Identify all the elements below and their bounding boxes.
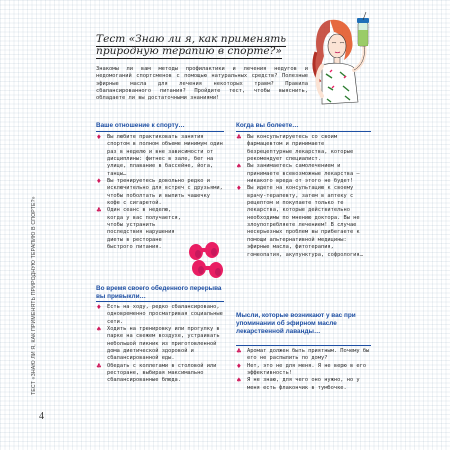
answer-list-illness bbox=[236, 134, 371, 259]
test-title bbox=[96, 33, 306, 57]
answer-option bbox=[236, 163, 371, 185]
answer-text: Один сеанс в неделю, когда у вас получается, чтобы устранить последствия нарушения диеты в ресторане быстрого питания. bbox=[107, 207, 181, 251]
answer-text: Вы консультируетесь со своим фармацевтом и принимаете безрецептурные лекарства, которые рекомендует специалист. bbox=[247, 134, 354, 163]
spade-icon: ♠ bbox=[236, 162, 242, 171]
answer-option bbox=[96, 304, 224, 326]
page-number: 4 bbox=[39, 411, 44, 422]
answer-list-lunch bbox=[96, 304, 224, 385]
answer-option bbox=[236, 134, 371, 163]
answer-option bbox=[96, 207, 189, 251]
answer-text: Аромат должен быть приятным. Почему бы его не распылить по дому? bbox=[247, 348, 370, 362]
section-title-lavender: Мысли, которые возникают у вас при упоминании об эфирном масле лекарственной лаванды… bbox=[236, 312, 356, 335]
club-icon: ♣ bbox=[96, 206, 102, 215]
spade-icon: ♠ bbox=[236, 376, 242, 385]
section-title-sport: Ваше отношение к спорту… bbox=[96, 122, 185, 129]
intro-paragraph: Знакомы ли вам методы профилактики и лечения недугов и недомоганий спортсменов с помощью натуральных средств? Полезные эфирные масла для лечения некоторых травм? Правила сбалансированного питания? Пройдите тест, чтобы выяснить, обладаете ли вы достаточными знаниями! bbox=[96, 66, 308, 102]
club-icon: ♣ bbox=[236, 133, 242, 141]
answer-text: Обедать с коллегами в столовой или ресторане, выбирая максимально сбалансированные блюда. bbox=[107, 362, 217, 384]
answer-option bbox=[236, 185, 371, 258]
woman-with-smoothie-illustration bbox=[300, 12, 380, 124]
answer-text: Вы любите практиковать занятия спортом в полном объеме минимум один раз в неделю и вне зависимости от дисциплины: фитнес в зале, бег на улице, плавание в бассейне, йога, танцы… bbox=[107, 134, 223, 177]
answer-text: Есть на ходу, редко сбалансировано, одновременно просматривая социальные сети. bbox=[107, 304, 223, 325]
diamond-icon: ♦ bbox=[236, 184, 242, 193]
club-icon: ♣ bbox=[236, 347, 242, 355]
answer-option bbox=[236, 363, 371, 378]
test-title-text: Тест «Знаю ли я, как применять природную терапию в спорте?» bbox=[96, 33, 287, 57]
answer-option bbox=[96, 134, 225, 178]
section-divider-lunch bbox=[96, 301, 224, 302]
answer-text: Вы занимаетесь самолечением и принимаете всевозможные лекарства – никакого вреда от этого не будет! bbox=[247, 163, 360, 185]
answer-option bbox=[236, 377, 371, 392]
section-divider-lavender bbox=[236, 345, 371, 346]
answer-text: Ходить на тренировку или прогулку в парке на свежем воздухе, устраивать небольшой пикник из приготовленной дома диетической здоровой и сбалансированной еды. bbox=[107, 326, 220, 362]
spade-icon: ♠ bbox=[96, 325, 102, 334]
answer-option bbox=[236, 348, 371, 363]
club-icon: ♣ bbox=[96, 361, 102, 370]
answer-text: Я не знаю, для чего оно нужно, но у меня есть флакончик в тумбочке. bbox=[247, 377, 360, 391]
dumbbells-illustration bbox=[186, 242, 226, 280]
section-title-illness: Когда вы болеете… bbox=[236, 122, 299, 129]
answer-option bbox=[96, 363, 224, 385]
answer-text: Вы идете на консультацию к своему врачу-терапевту, затем в аптеку с рецептом и покупаете только те лекарства, которые действительно необходимы по мнению доктора. Вы не злоупотребляете лечением! В случае несерьезных проблем вы прибегаете к помощи альтернативной медицины: эфирные масла, фитотерапия, гомеопатия, акупунктура, софрология… bbox=[247, 185, 363, 258]
answer-option bbox=[96, 326, 224, 363]
diamond-icon: ♦ bbox=[96, 303, 102, 311]
answer-list-lavender bbox=[236, 348, 371, 392]
section-title-lunch: Во время своего обеденного перерыва вы привыкли… bbox=[96, 285, 222, 300]
answer-text: Вы тренируетесь довольно редко и исключительно для встреч с друзьями, чтобы поболтать и выпить чашечку кофе с сигаретой. bbox=[107, 178, 223, 207]
diamond-icon: ♦ bbox=[236, 361, 242, 370]
answer-text: Нет, это не для меня. Я не верю в его эффективность! bbox=[247, 362, 367, 377]
answer-list-sport bbox=[96, 134, 224, 252]
section-divider-sport bbox=[96, 131, 224, 132]
diamond-icon: ♦ bbox=[96, 177, 102, 186]
section-divider-illness bbox=[236, 131, 371, 132]
diamond-icon: ♦ bbox=[96, 133, 102, 141]
side-running-caption: ТЕСТ «ЗНАЮ ЛИ Я, КАК ПРИМЕНЯТЬ ПРИРОДНУЮ ТЕРАПИЮ В СПОРТЕ?» bbox=[31, 196, 37, 395]
answer-option bbox=[96, 178, 225, 207]
